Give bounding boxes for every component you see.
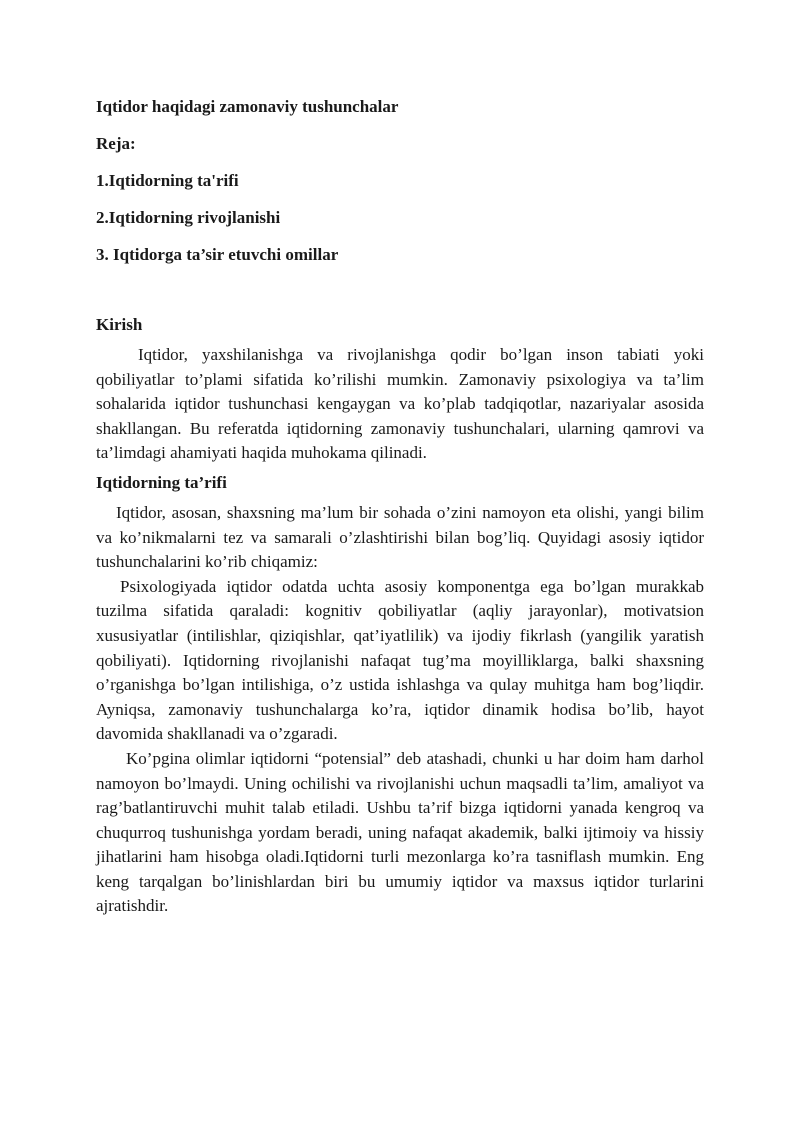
document-page: [96, 96, 704, 919]
plan-item-3: 3. Iqtidorga ta’sir etuvchi omillar: [96, 245, 339, 264]
body-paragraph-3: Ko’pgina olimlar iqtidorni “potensial” deb atashadi, chunki u har doim ham darhol namoyon bo’lmaydi. Uning ochilishi va rivojlanishi uchun maqsadli ta’lim, amaliyot va rag’batlantiruvchi muhit talab etiladi. Ushbu ta’rif bizga iqtidorni yanada kengroq va chuqurroq tushunishga yordam beradi, uning nafaqat akademik, balki ijtimoiy va hissiy jihatlarini ham hisobga oladi.Iqtidorni turli mezonlarga ko’ra tasniflash mumkin. Eng keng tarqalgan bo’linishlardan biri bu umumiy iqtidor va maxsus iqtidor turlarini ajratishdir.: [96, 748, 704, 916]
body-paragraph-1: Iqtidor, asosan, shaxsning ma’lum bir sohada o’zini namoyon eta olishi, yangi bilim va ko’nikmalarni tez va samarali o’zlashtirishi bilan bog’liq. Quyidagi asosiy iqtidor tushunchalarini ko’rib chiqamiz:: [96, 502, 704, 572]
intro-paragraph: Iqtidor, yaxshilanishga va rivojlanishga qodir bo’lgan inson tabiati yoki qobiliyatlar to’plami sifatida ko’rilishi mumkin. Zamonaviy psixologiya va ta’lim sohalarida iqtidor tushunchasi kengaygan va ko’plab tadqiqotlar, nazariyalar asosida shakllangan. Bu referatda iqtidorning zamonaviy tushunchalari, ularning qamrovi va ta’limdagi ahamiyati haqida muhokama qilinadi.: [96, 345, 704, 463]
plan-item-1: 1.Iqtidorning ta'rifi: [96, 171, 239, 190]
plan-item-2: 2.Iqtidorning rivojlanishi: [96, 208, 281, 227]
intro-heading: Kirish: [96, 315, 143, 334]
section-heading-definition: Iqtidorning ta’rifi: [96, 472, 227, 492]
body-paragraph-2: Psixologiyada iqtidor odatda uchta asosiy komponentga ega bo’lgan murakkab tuzilma sifatida qaraladi: kognitiv qobiliyatlar (aqliy jarayonlar), motivatsion xususiyatlar (intilishlar, qiziqishlar, qat’iyatlilik) va ijodiy fikrlash (yangilik yaratish qobiliyati). Iqtidorning rivojlanishi nafaqat tug’ma moyilliklarga, balki shaxsning o’rganishga bo’lgan intilishiga, o’z ustida ishlashga va qulay muhitga ham bog’liqdir. Ayniqsa, zamonaviy tushunchalarga ko’ra, iqtidor dinamik hodisa bo’lib, hayot davomida shakllanadi va o’zgaradi.: [96, 576, 704, 744]
document-title: Iqtidor haqidagi zamonaviy tushunchalar: [96, 97, 399, 116]
plan-label: Reja:: [96, 134, 136, 153]
